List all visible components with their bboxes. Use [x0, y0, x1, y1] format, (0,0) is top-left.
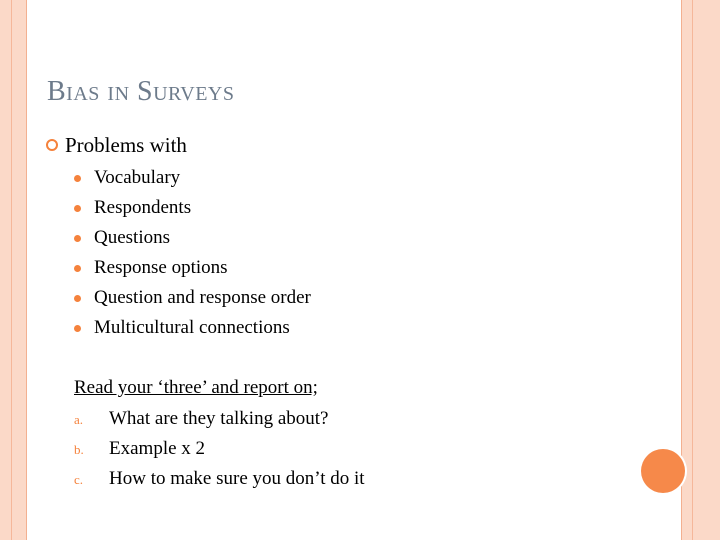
- task-list: [74, 404, 365, 494]
- bullet-dot-icon: [74, 265, 81, 272]
- list-marker: b.: [74, 442, 84, 457]
- main-point: Problems with: [65, 133, 187, 157]
- bullet-dot-icon: [74, 235, 81, 242]
- list-item: Questions: [74, 223, 311, 253]
- list-item: Multicultural connections: [74, 313, 311, 343]
- list-item: Vocabulary: [74, 163, 311, 193]
- list-item: c. How to make sure you don’t do it: [74, 464, 365, 494]
- instruction-text: Read your ‘three’ and report on;: [74, 377, 318, 398]
- list-item: Response options: [74, 253, 311, 283]
- list-item: Respondents: [74, 193, 311, 223]
- decorative-circle: [641, 449, 685, 493]
- list-item: a. What are they talking about?: [74, 404, 365, 434]
- bullet-dot-icon: [74, 175, 81, 182]
- bullet-dot-icon: [74, 295, 81, 302]
- ring-bullet-icon: [46, 139, 58, 151]
- bullet-dot-icon: [74, 325, 81, 332]
- sub-point-list: [74, 163, 311, 343]
- list-marker: c.: [74, 472, 84, 487]
- left-border-decoration: [0, 0, 27, 540]
- list-item: b. Example x 2: [74, 434, 365, 464]
- list-marker: a.: [74, 412, 84, 427]
- slide-title: Bias in Surveys: [47, 76, 235, 107]
- right-border-decoration: [681, 0, 720, 540]
- bullet-dot-icon: [74, 205, 81, 212]
- list-item: Question and response order: [74, 283, 311, 313]
